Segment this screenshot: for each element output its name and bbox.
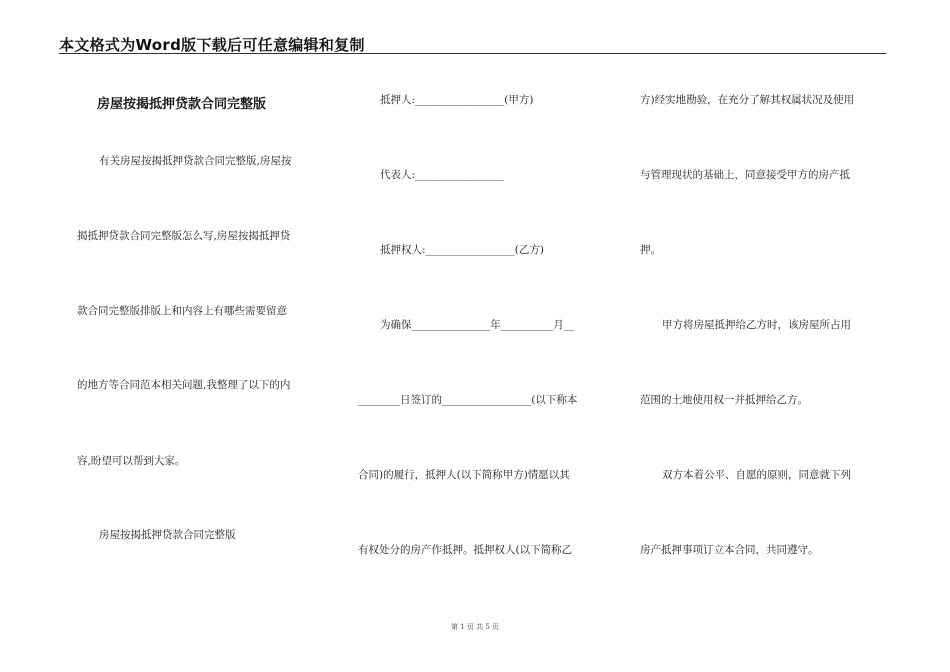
document-title: 房屋按揭抵押贷款合同完整版 xyxy=(97,97,267,112)
paragraph-line: 范围的土地使用权一并抵押给乙方。 xyxy=(640,394,808,406)
paragraph-line: 与管理现状的基础上，同意接受甲方的房产抵 xyxy=(640,169,850,181)
page-number: 第 1 页 共 5 页 xyxy=(450,623,500,631)
paragraph-line: 揭抵押贷款合同完整版怎么写,房屋按揭抵押贷 xyxy=(77,230,291,242)
paragraph-line: 抵押人:_________________(甲方) xyxy=(380,94,534,106)
section-heading: 房屋按揭抵押贷款合同完整版 xyxy=(99,529,236,541)
paragraph-line: 为确保_______________年__________月__ xyxy=(380,319,575,331)
paragraph-line: ________日签订的_________________(以下称本 xyxy=(358,394,578,406)
paragraph-line: 方)经实地勘验，在充分了解其权属状况及使用 xyxy=(640,94,855,106)
paragraph-line: 有权处分的房产作抵押。抵押权人(以下简称乙 xyxy=(358,544,573,556)
paragraph-line: 代表人:_________________ xyxy=(380,169,505,181)
document-header-title: 本文格式为Word版下载后可任意编辑和复制 xyxy=(59,36,365,54)
paragraph-line: 甲方将房屋抵押给乙方时，该房屋所占用 xyxy=(662,319,851,331)
header-divider xyxy=(59,53,886,54)
paragraph-line: 容,盼望可以帮到大家。 xyxy=(77,455,186,467)
paragraph-line: 押。 xyxy=(640,244,661,256)
paragraph-line: 合同)的履行，抵押人(以下简称甲方)情愿以其 xyxy=(358,469,570,481)
paragraph-line: 款合同完整版排版上和内容上有哪些需要留意 xyxy=(77,305,287,317)
paragraph-line: 有关房屋按揭抵押贷款合同完整版,房屋按 xyxy=(99,155,292,167)
paragraph-line: 的地方等合同范本相关问题,我整理了以下的内 xyxy=(77,379,291,391)
paragraph-line: 房产抵押事项订立本合同，共同遵守。 xyxy=(640,544,819,556)
paragraph-line: 抵押权人:_________________(乙方) xyxy=(380,244,544,256)
paragraph-line: 双方本着公平、自愿的原则，同意就下列 xyxy=(662,469,851,481)
